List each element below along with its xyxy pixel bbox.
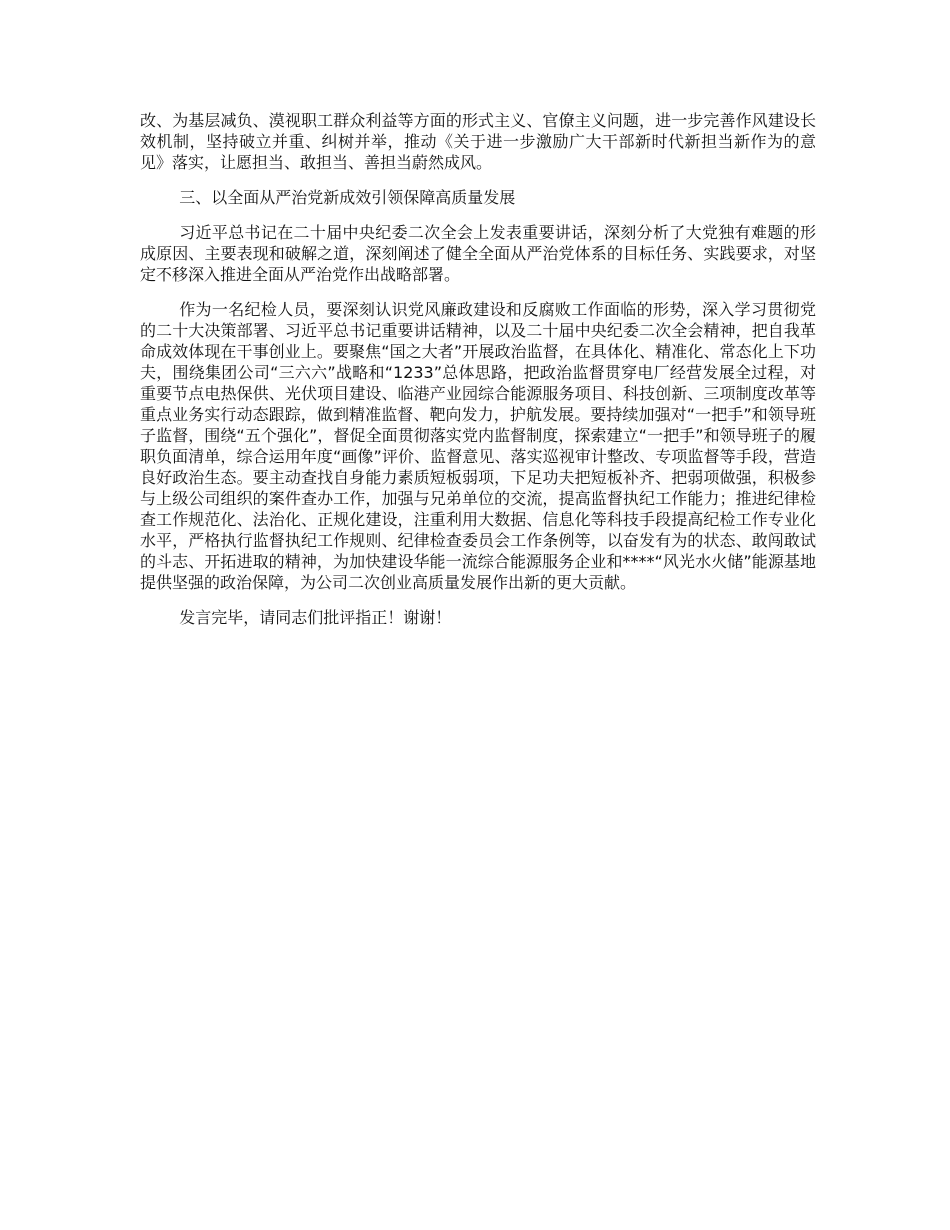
paragraph-closing-remarks: 发言完毕，请同志们批评指正！谢谢！: [179, 608, 452, 627]
paragraph-inspector-duties: 作为一名纪检人员，要深刻认识党风廉政建设和反腐败工作面临的形势，深入学习贯彻党的二十大决策部署、习近平总书记重要讲话精神，以及二十届中央纪委二次全会精神，把自我革命成效体现在干事创业上。要聚焦“国之大者”开展政治监督，在具体化、精准化、常态化上下功夫，围绕集团公司“三六六”战略和“1233”总体思路，把政治监督贯穿电厂经营发展全过程，对重要节点电热保供、光伏项目建设、临港产业园综合能源服务项目、科技创新、三项制度改革等重点业务实行动态跟踪，做到精准监督、靶向发力，护航发展。要持续加强对“一把手”和领导班子监督，围绕“五个强化”，督促全面贯彻落实党内监督制度，探索建立“一把手”和领导班子的履职负面清单，综合运用年度“画像”评价、监督意见、落实巡视审计整改、专项监督等手段，营造良好政治生态。要主动查找自身能力素质短板弱项，下足功夫把短板补齐、把弱项做强，积极参与上级公司组织的案件查办工作，加强与兄弟单位的交流，提高监督执纪工作能力；推进纪律检查工作规范化、法治化、正规化建设，注重利用大数据、信息化等科技手段提高纪检工作专业化水平，严格执行监督执纪工作规则、纪律检查委员会工作条例等，以奋发有为的状态、敢闯敢试的斗志、开拓进取的精神，为加快建设华能一流综合能源服务企业和****“风光水火储”能源基地提供坚强的政治保障，为公司二次创业高质量发展作出新的更大贡献。: [140, 300, 816, 592]
section-heading-three: 三、以全面从严治党新成效引领保障高质量发展: [179, 188, 516, 207]
document-body: [140, 110, 816, 642]
paragraph-continuation: 改、为基层减负、漠视职工群众利益等方面的形式主义、官僚主义问题，进一步完善作风建设长效机制，坚持破立并重、纠树并举，推动《关于进一步激励广大干部新时代新担当新作为的意见》落实，让愿担当、敢担当、善担当蔚然成风。: [140, 111, 816, 172]
paragraph-speech-summary: 习近平总书记在二十届中央纪委二次全会上发表重要讲话，深刻分析了大党独有难题的形成原因、主要表现和破解之道，深刻阐述了健全全面从严治党体系的目标任务、实践要求，对坚定不移深入推进全面从严治党作出战略部署。: [140, 223, 816, 284]
